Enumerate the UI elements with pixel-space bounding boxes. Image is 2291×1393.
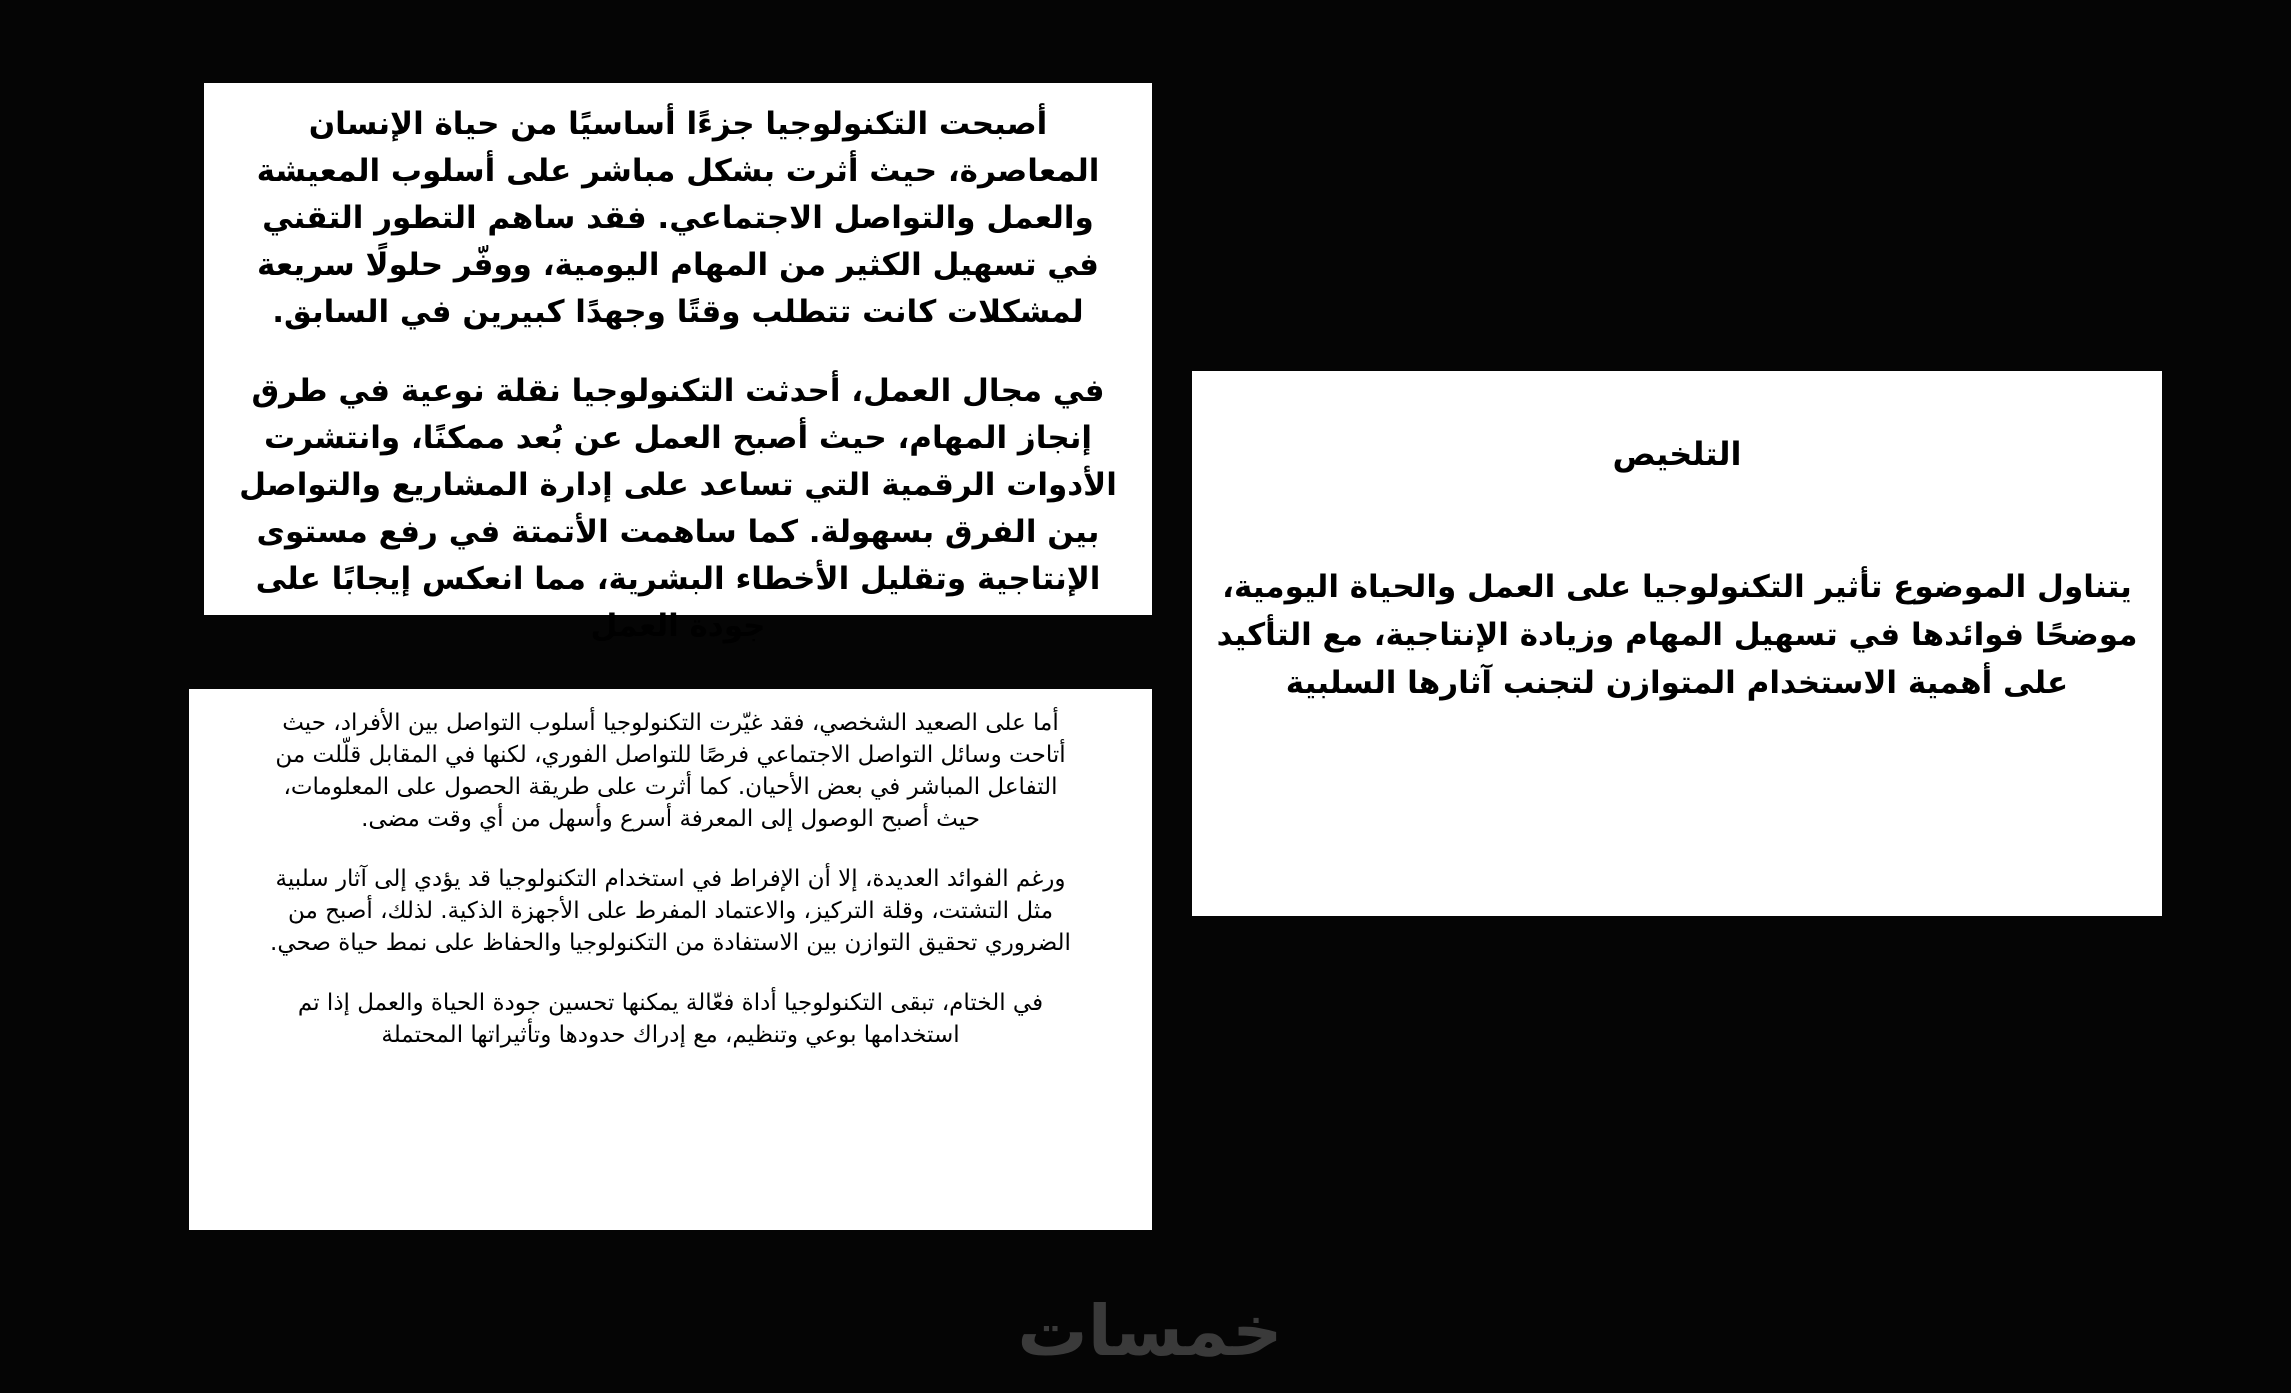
khamsat-watermark-logo: خمسات xyxy=(1017,1290,1283,1372)
body-text-panel xyxy=(189,689,1152,1230)
intro-text-panel xyxy=(204,83,1152,644)
summary-text: يتناول الموضوع تأثير التكنولوجيا على العمل والحياة اليومية، موضحًا فوائدها في تسهيل المهام وزيادة الإنتاجية، مع التأكيد على أهمية الاستخدام المتوازن لتجنب آثارها السلبية xyxy=(1216,569,2138,701)
body-paragraph-3: في الختام، تبقى التكنولوجيا أداة فعّالة يمكنها تحسين جودة الحياة والعمل إذا تم استخدامها بوعي وتنظيم، مع إدراك حدودها وتأثيراتها المحتملة xyxy=(297,990,1044,1048)
summary-title: التلخيص xyxy=(1612,435,1742,473)
intro-paragraph-2: في مجال العمل، أحدثت التكنولوجيا نقلة نوعية في طرق إنجاز المهام، حيث أصبح العمل عن بُعد ممكنًا، وانتشرت الأدوات الرقمية التي تساعد على إدارة المشاريع والتواصل بين الفرق بسهولة. كما ساهمت الأتمتة في رفع مستوى الإنتاجية وتقليل الأخطاء البشرية، مما انعكس إيجابًا على جودة العمل xyxy=(239,373,1117,644)
intro-paragraph-1: أصبحت التكنولوجيا جزءًا أساسيًا من حياة الإنسان المعاصرة، حيث أثرت بشكل مباشر على أسلوب المعيشة والعمل والتواصل الاجتماعي. فقد ساهم التطور التقني في تسهيل الكثير من المهام اليومية، ووفّر حلولًا سريعة لمشكلات كانت تتطلب وقتًا وجهدًا كبيرين في السابق. xyxy=(256,106,1100,330)
summary-panel xyxy=(1192,371,2162,916)
body-paragraph-1: أما على الصعيد الشخصي، فقد غيّرت التكنولوجيا أسلوب التواصل بين الأفراد، حيث أتاحت وسائل التواصل الاجتماعي فرصًا للتواصل الفوري، لكنها في المقابل قلّلت من التفاعل المباشر في بعض الأحيان. كما أثرت على طريقة الحصول على المعلومات، حيث أصبح الوصول إلى المعرفة أسرع وأسهل من أي وقت مضى. xyxy=(275,710,1066,832)
body-paragraph-2: ورغم الفوائد العديدة، إلا أن الإفراط في استخدام التكنولوجيا قد يؤدي إلى آثار سلبية مثل التشتت، وقلة التركيز، والاعتماد المفرط على الأجهزة الذكية. لذلك، أصبح من الضروري تحقيق التوازن بين الاستفادة من التكنولوجيا والحفاظ على نمط حياة صحي. xyxy=(270,866,1071,956)
